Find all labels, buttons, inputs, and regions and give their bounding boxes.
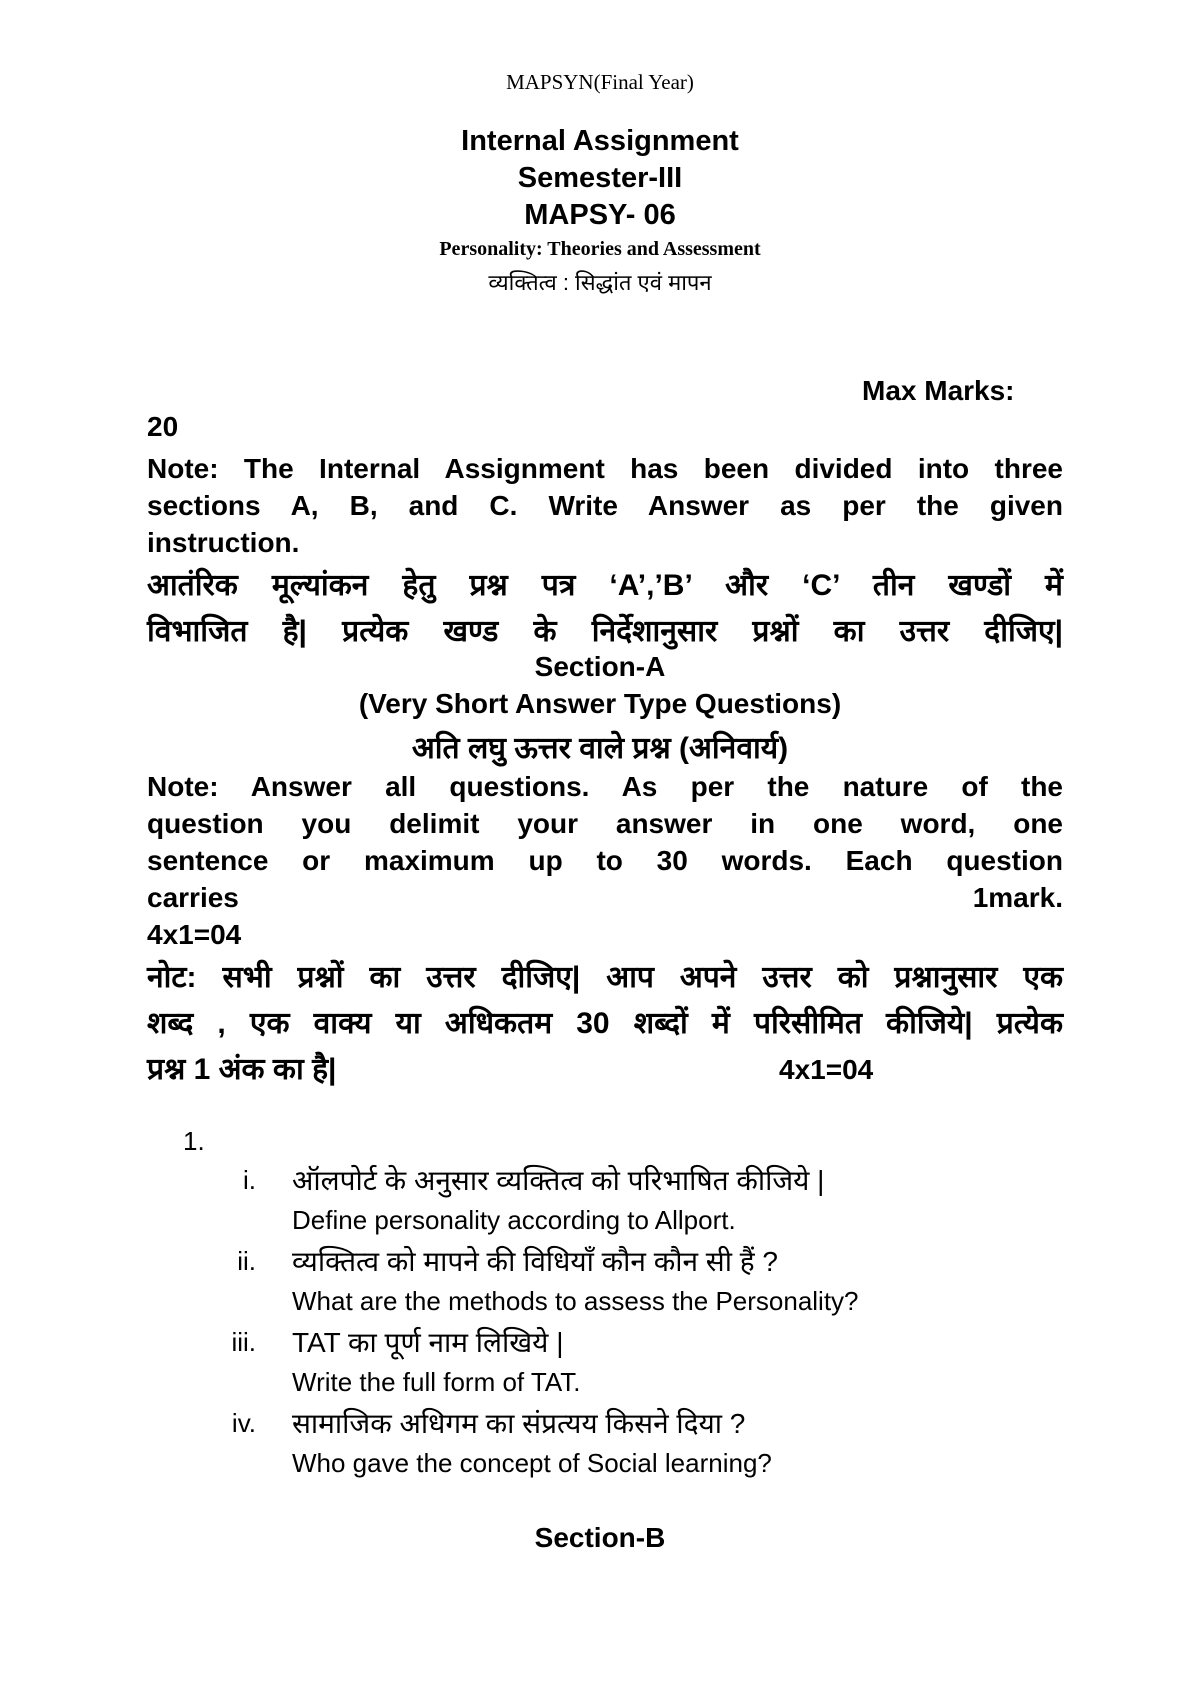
sub-question-english: What are the methods to assess the Personality?: [292, 1286, 859, 1316]
general-note-english: [147, 450, 1063, 561]
note-line: instruction.: [147, 527, 300, 558]
marks-formula: 4x1=04: [147, 919, 242, 950]
question-number: 1.: [183, 1126, 205, 1156]
note-line: Note: Answer all questions. As per the nature of the: [147, 771, 1063, 802]
note-line: शब्द , एक वाक्य या अधिकतम 30 शब्दों में परिसीमित कीजिये| प्रत्येक: [147, 1007, 1063, 1040]
program-name: MAPSYN(Final Year): [506, 70, 694, 94]
course-name: Personality: Theories and Assessment: [439, 238, 761, 260]
general-note-hindi: [147, 563, 1063, 655]
section-a-title: Section-A: [534, 651, 666, 682]
section-a-note-english: [147, 768, 1063, 953]
course-name-hindi: व्यक्तित्व : सिद्धांत एवं मापन: [488, 270, 712, 295]
max-marks-value: 20: [147, 411, 179, 442]
carries-text: carries: [147, 882, 239, 913]
note-line: question you delimit your answer in one word, one: [147, 808, 1063, 839]
document-title: Internal Assignment: [461, 125, 739, 157]
note-line: नोट: सभी प्रश्नों का उत्तर दीजिए| आप अपने उत्तर को प्रश्नानुसार एक: [147, 961, 1063, 994]
note-line: आतंरिक मूल्यांकन हेतु प्रश्न पत्र ‘A’,’B’ और ‘C’ तीन खण्डों में: [147, 569, 1063, 602]
sub-question-hindi: व्यक्तित्व को मापने की विधियाँ कौन कौन सी हैं ?: [292, 1246, 778, 1277]
section-a-subtitle: (Very Short Answer Type Questions): [358, 688, 842, 719]
sub-question-number: iii.: [231, 1327, 256, 1357]
note-line: Note: The Internal Assignment has been divided into three: [147, 453, 1063, 484]
sub-question-number: i.: [243, 1165, 256, 1195]
sub-question-english: Who gave the concept of Social learning?: [292, 1448, 772, 1478]
sub-question-hindi: सामाजिक अधिगम का संप्रत्यय किसने दिया ?: [292, 1408, 746, 1439]
sub-question-number: ii.: [237, 1246, 256, 1276]
mark-text: 1mark.: [972, 882, 1063, 913]
sub-question-number: iv.: [231, 1408, 256, 1438]
sub-question-english: Write the full form of TAT.: [292, 1367, 581, 1397]
note-line: sections A, B, and C. Write Answer as per the given: [147, 490, 1063, 521]
sub-question-hindi: ऑलपोर्ट के अनुसार व्यक्तित्व को परिभाषित कीजिये |: [292, 1165, 825, 1196]
note-line: [147, 879, 1063, 916]
max-marks-label: Max Marks:: [862, 375, 1015, 406]
semester: Semester-III: [517, 162, 683, 194]
sub-question-hindi: TAT का पूर्ण नाम लिखिये |: [292, 1327, 564, 1358]
note-line: विभाजित है| प्रत्येक खण्ड के निर्देशानुसार प्रश्नों का उत्तर दीजिए|: [147, 615, 1063, 648]
marks-per-question-hindi: प्रश्न 1 अंक का है|: [147, 1053, 337, 1086]
marks-formula: 4x1=04: [779, 1054, 874, 1085]
section-a-subtitle-hindi: अति लघु ऊत्तर वाले प्रश्न (अनिवार्य): [411, 732, 789, 765]
note-line: [147, 1047, 1063, 1093]
course-code: MAPSY- 06: [524, 199, 676, 231]
sub-question-english: Define personality according to Allport.: [292, 1205, 736, 1235]
note-line: sentence or maximum up to 30 words. Each question: [147, 845, 1063, 876]
section-a-note-hindi: [147, 955, 1063, 1093]
section-b-title: Section-B: [534, 1522, 666, 1553]
